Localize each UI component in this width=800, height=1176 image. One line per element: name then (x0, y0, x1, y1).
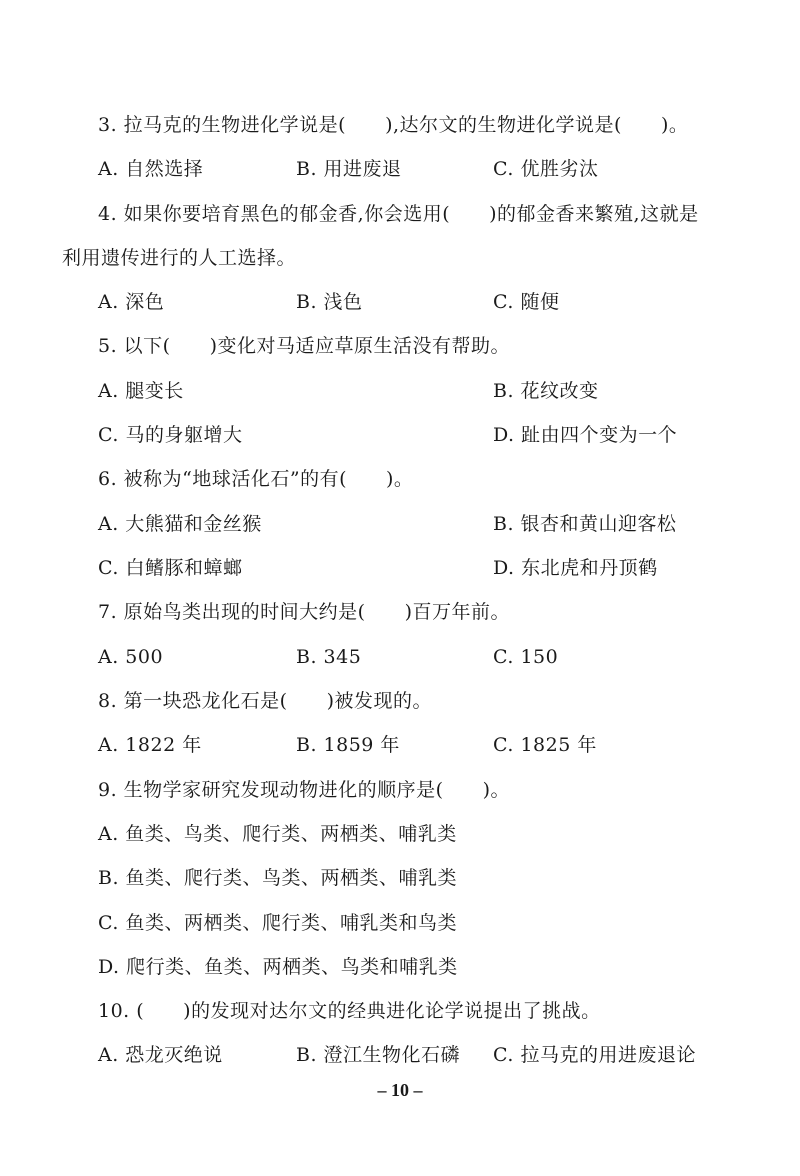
question-7-stem: 7. 原始鸟类出现的时间大约是( )百万年前。 (98, 601, 510, 623)
question-9-option-c: C. 鱼类、两栖类、爬行类、哺乳类和鸟类 (98, 912, 457, 934)
question-5-stem: 5. 以下( )变化对马适应草原生活没有帮助。 (98, 335, 510, 357)
question-6-option-d: D. 东北虎和丹顶鹤 (493, 557, 658, 579)
question-4-stem: 4. 如果你要培育黑色的郁金香,你会选用( )的郁金香来繁殖,这就是 (98, 203, 699, 225)
question-4-stem-continued: 利用遗传进行的人工选择。 (62, 247, 297, 269)
question-5-option-d: D. 趾由四个变为一个 (493, 424, 678, 446)
question-3-option-b: B. 用进废退 (296, 158, 402, 180)
question-8-option-b: B. 1859 年 (296, 734, 400, 756)
question-9-option-d: D. 爬行类、鱼类、两栖类、鸟类和哺乳类 (98, 956, 458, 978)
question-9-option-b: B. 鱼类、爬行类、鸟类、两栖类、哺乳类 (98, 867, 458, 889)
question-8-option-a: A. 1822 年 (98, 734, 202, 756)
question-10-option-c: C. 拉马克的用进废退论 (493, 1044, 696, 1066)
question-3-option-a: A. 自然选择 (98, 158, 204, 180)
question-6-option-b: B. 银杏和黄山迎客松 (493, 513, 677, 535)
question-8-stem: 8. 第一块恐龙化石是( )被发现的。 (98, 690, 432, 712)
question-4-option-b: B. 浅色 (296, 291, 363, 313)
page-number: – 10 – (377, 1080, 423, 1100)
question-6-option-c: C. 白鳍豚和蟑螂 (98, 557, 243, 579)
question-5-option-b: B. 花纹改变 (493, 380, 599, 402)
question-5-option-a: A. 腿变长 (98, 380, 184, 402)
question-8-option-c: C. 1825 年 (493, 734, 597, 756)
question-9-option-a: A. 鱼类、鸟类、爬行类、两栖类、哺乳类 (98, 823, 457, 845)
question-7-option-a: A. 500 (98, 646, 164, 668)
question-7-option-b: B. 345 (296, 646, 362, 668)
question-9-stem: 9. 生物学家研究发现动物进化的顺序是( )。 (98, 779, 510, 801)
question-6-option-a: A. 大熊猫和金丝猴 (98, 513, 262, 535)
question-5-option-c: C. 马的身躯增大 (98, 424, 243, 446)
question-10-option-a: A. 恐龙灭绝说 (98, 1044, 223, 1066)
question-3-stem: 3. 拉马克的生物进化学说是( ),达尔文的生物进化学说是( )。 (98, 114, 689, 136)
question-3-option-c: C. 优胜劣汰 (493, 158, 599, 180)
question-6-stem: 6. 被称为“地球活化石”的有( )。 (98, 468, 414, 490)
question-10-option-b: B. 澄江生物化石磷 (296, 1044, 461, 1066)
question-4-option-a: A. 深色 (98, 291, 165, 313)
question-7-option-c: C. 150 (493, 646, 559, 668)
question-10-stem: 10. ( )的发现对达尔文的经典进化论学说提出了挑战。 (98, 1000, 601, 1022)
question-4-option-c: C. 随便 (493, 291, 560, 313)
